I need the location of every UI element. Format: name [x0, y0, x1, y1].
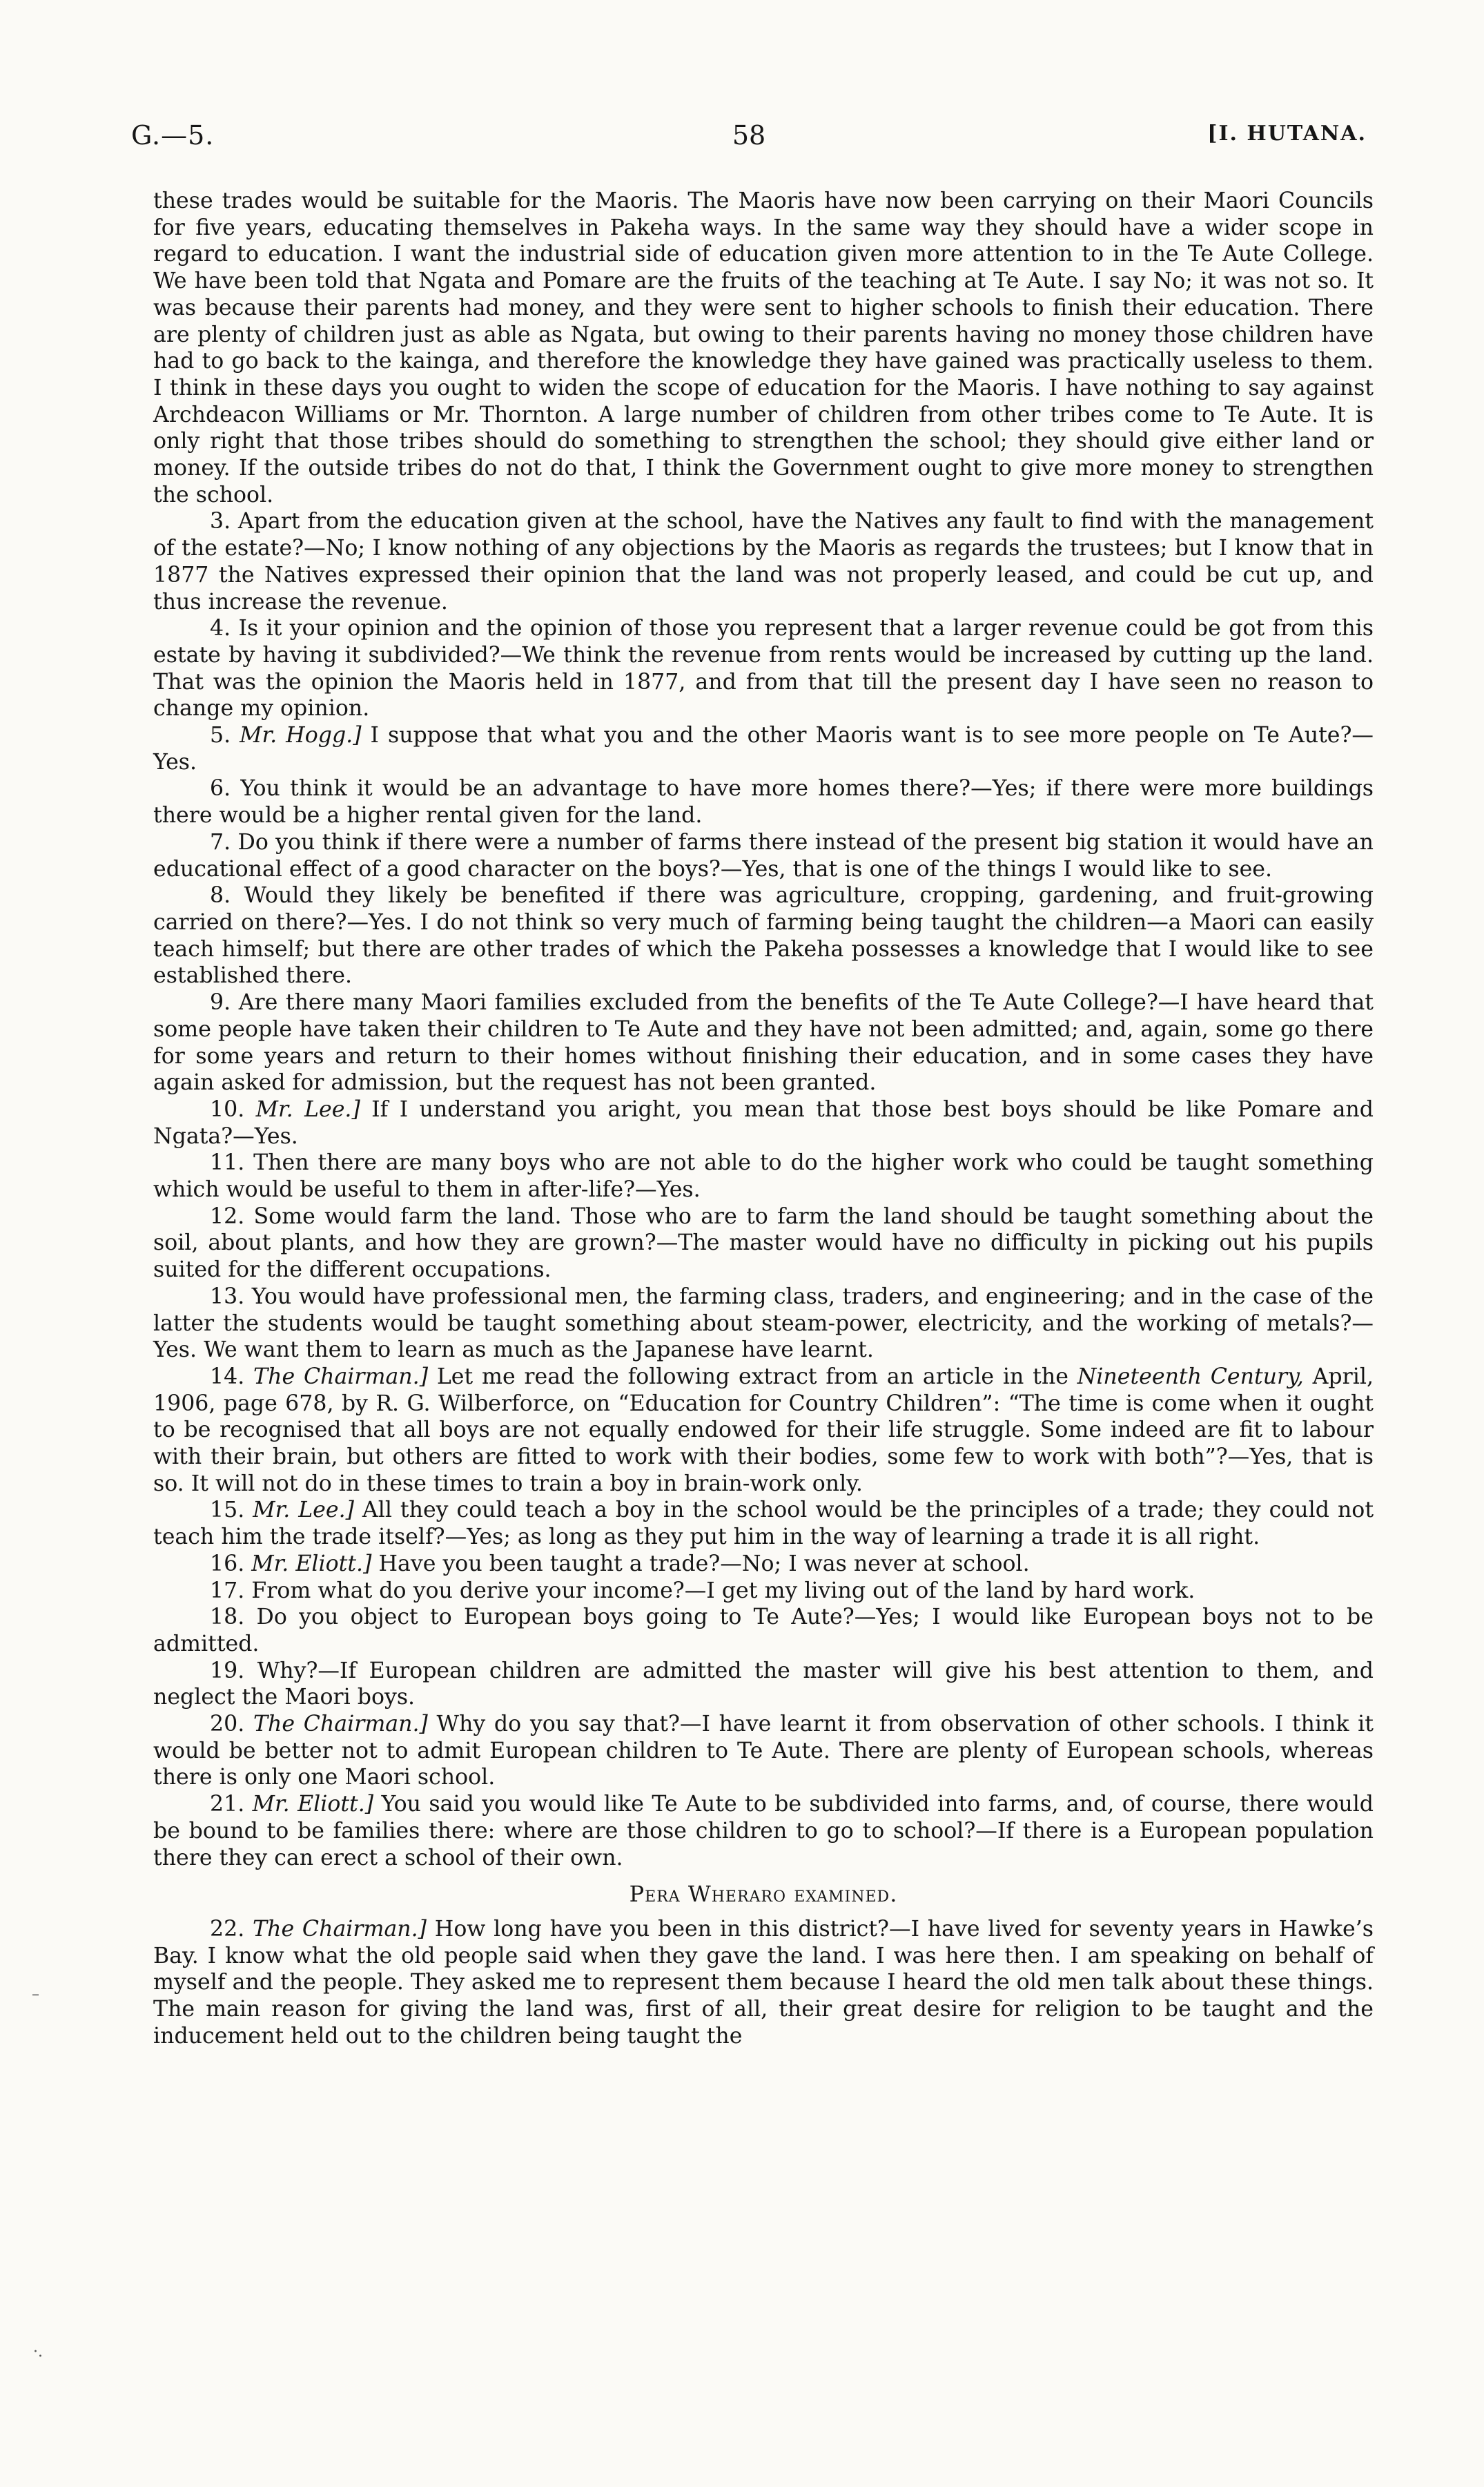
question-number: 5. — [210, 723, 231, 748]
speaker: Mr. Hogg.] — [240, 723, 362, 748]
speaker: Mr. Lee.] — [253, 1498, 354, 1523]
speaker: Mr. Eliott.] — [251, 1551, 372, 1576]
question-number: 16. — [210, 1551, 245, 1576]
speaker: Mr. Lee.] — [255, 1096, 360, 1122]
section-heading: Pera Wheraro examined. — [629, 1881, 898, 1908]
margin-dot: ·. — [33, 2343, 43, 2361]
speaker: Mr. Eliott.] — [252, 1792, 374, 1817]
question-paragraph: 6. You think it would be an advantage to have more homes there?—Yes; if there were more buildings there would be a higher rental given for the land. — [153, 776, 1374, 829]
question-paragraph: 13. You would have professional men, the farming class, traders, and engineering; and in the case of the latter the students would be taught something about steam-power, electricity, and the working of metals?—Yes. We want them to learn as much as the Japanese have learnt. — [153, 1284, 1374, 1363]
question-number: 12. — [210, 1203, 245, 1229]
question-paragraph: 15. Mr. Lee.] All they could teach a boy in the school would be the principles of a trade; they could not teach him the trade itself?—Yes; as long as they put him in the way of learning a trade it is all right. — [153, 1498, 1374, 1550]
question-paragraph: 11. Then there are many boys who are not able to do the higher work who could be taught something which would be useful to them in after-life?—Yes. — [153, 1150, 1374, 1203]
question-number: 14. — [210, 1364, 245, 1389]
question-paragraph: 12. Some would farm the land. Those who are to farm the land should be taught something about the soil, about plants, and how they are grown?—The master would have no difficulty in picking out his pupils suited for the different occupations. — [153, 1203, 1374, 1283]
question-paragraph: 18. Do you object to European boys going to Te Aute?—Yes; I would like European boys not to be admitted. — [153, 1605, 1374, 1656]
question-number: 8. — [210, 883, 231, 909]
question-number: 7. — [210, 829, 231, 855]
question-paragraph: 5. Mr. Hogg.] I suppose that what you and the other Maoris want is to see more people on Te Aute?—Yes. — [153, 723, 1374, 775]
question-paragraph: 20. The Chairman.] Why do you say that?—I have learnt it from observation of other schools. I think it would be better not to admit European children to Te Aute. There are plenty of European schools, whereas there is only one Maori school. — [153, 1712, 1374, 1790]
question-number: 22. — [210, 1917, 245, 1942]
question-paragraph: 9. Are there many Maori families excluded from the benefits of the Te Aute College?—I have heard that some people have taken their children to Te Aute and they have not been admitted; and, again, some go there for some years and return to their homes without finishing their education, and in some cases they have again asked for admission, but the request has not been granted. — [153, 990, 1374, 1096]
document-reference: G.—5. — [131, 120, 215, 151]
question-number: 19. — [210, 1658, 245, 1683]
question-paragraph: 10. Mr. Lee.] If I understand you aright, you mean that those best boys should be like Pomare and Ngata?—Yes. — [153, 1096, 1374, 1149]
question-paragraph: 21. Mr. Eliott.] You said you would like Te Aute to be subdivided into farms, and, of course, there would be bound to be families there: where are those children to go to school?—If there is a European population there they can erect a school of their own. — [153, 1792, 1374, 1870]
question-number: 3. — [210, 509, 231, 534]
page-body — [153, 188, 1374, 2050]
question-paragraph: 7. Do you think if there were a number of farms there instead of the present big station it would have an educational effect of a good character on the boys?—Yes, that is one of the things I would like to see. — [153, 829, 1374, 882]
question-number: 4. — [210, 616, 231, 641]
speaker: The Chairman.] — [253, 1917, 427, 1942]
question-number: 9. — [210, 990, 231, 1016]
question-number: 21. — [210, 1792, 245, 1817]
question-number: 15. — [210, 1498, 245, 1523]
question-paragraph: 4. Is it your opinion and the opinion of those you represent that a larger revenue could be got from this estate by having it subdivided?—We think the revenue from rents would be increased by cutting up the land. That was the opinion the Maoris held in 1877, and from that till the present day I have seen no reason to change my opinion. — [153, 616, 1374, 722]
paragraph: these trades would be suitable for the Maoris. The Maoris have now been carrying on their Maori Councils for five years, educating themselves in Pakeha ways. In the same way they should have a wider scope in regard to education. I want the industrial side of education given more attention to in the Te Aute College. We have been told that Ngata and Pomare are the fruits of the teaching at Te Aute. I say No; it was not so. It was because their parents had money, and they were sent to higher schools to finish their education. There are plenty of children just as able as Ngata, but owing to their parents having no money those children have had to go back to the kainga, and therefore the knowledge they have gained was practically useless to them. I think in these days you ought to widen the scope of education for the Maoris. I have nothing to say against Archdeacon Williams or Mr. Thornton. A large number of children from other tribes come to Te Aute. It is only right that those tribes should do something to strengthen the school; they should give either land or money. If the outside tribes do not do that, I think the Government ought to give more money to strengthen the school. — [153, 188, 1374, 507]
witness-running-head: [I. HUTANA. — [1207, 122, 1367, 146]
question-paragraph: 8. Would they likely be benefited if there was agriculture, cropping, gardening, and fruit-growing carried on there?—Yes. I do not think so very much of farming being taught the children—a Maori can easily teach himself; but there are other trades of which the Pakeha possesses a knowledge that I would like to see established there. — [153, 883, 1374, 989]
question-paragraph: 3. Apart from the education given at the school, have the Natives any fault to find with the management of the estate?—No; I know nothing of any objections by the Maoris as regards the trustees; but I know that in 1877 the Natives expressed their opinion that the land was not properly leased, and could be cut up, and thus increase the revenue. — [153, 509, 1374, 615]
question-number: 17. — [210, 1578, 245, 1603]
question-paragraph: 22. The Chairman.] How long have you been in this district?—I have lived for seventy years in Hawke’s Bay. I know what the old people said when they gave the land. I was here then. I am speaking on behalf of myself and the people. They asked me to represent them because I heard the old men talk about these things. The main reason for giving the land was, first of all, their great desire for religion to be taught and the inducement held out to the children being taught the — [153, 1917, 1374, 2049]
page-header — [131, 116, 1367, 157]
question-paragraph: 14. The Chairman.] Let me read the following extract from an article in the Nineteenth Century, April, 1906, page 678, by R. G. Wilberforce, on “Education for Country Children”: “The time is come when it ought to be recognised that all boys are not equally endowed for their life struggle. Some indeed are fit to labour with their brain, but others are fitted to work with their bodies, some few to work with both”?—Yes, that is so. It will not do in these times to train a boy in brain-work only. — [153, 1364, 1374, 1496]
margin-dash: – — [32, 1986, 39, 2003]
question-number: 20. — [210, 1712, 245, 1737]
question-number: 11. — [210, 1150, 245, 1176]
question-number: 10. — [210, 1096, 245, 1122]
question-paragraph: 17. From what do you derive your income?—I get my living out of the land by hard work. — [210, 1578, 1195, 1603]
question-paragraph: 19. Why?—If European children are admitted the master will give his best attention to them, and neglect the Maori boys. — [153, 1658, 1374, 1710]
speaker: The Chairman.] — [253, 1364, 429, 1389]
question-number: 13. — [210, 1284, 245, 1309]
question-paragraph: 16. Mr. Eliott.] Have you been taught a trade?—No; I was never at school. — [210, 1551, 1030, 1576]
publication-title: Nineteenth Century, — [1077, 1364, 1304, 1389]
question-number: 18. — [210, 1605, 245, 1630]
speaker: The Chairman.] — [253, 1712, 428, 1737]
page-number: 58 — [732, 120, 766, 151]
question-number: 6. — [210, 776, 231, 802]
